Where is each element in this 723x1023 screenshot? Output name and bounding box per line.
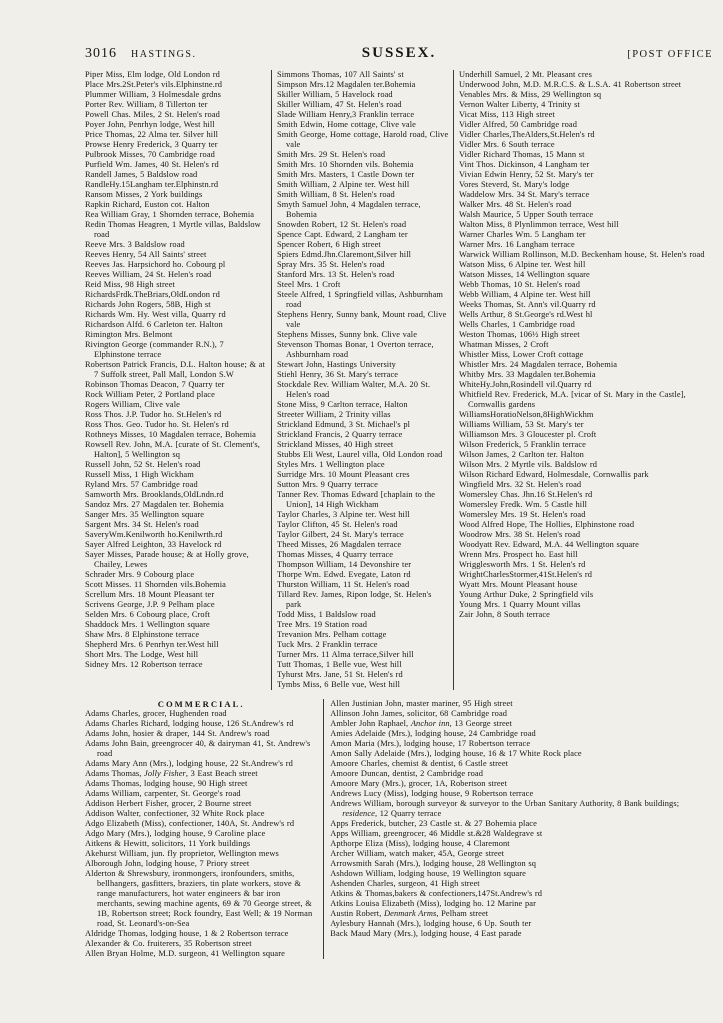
residents-column-2	[271, 70, 453, 690]
directory-entry: Tutt Thomas, 1 Belle vue, West hill	[277, 660, 402, 669]
directory-entry: Walker Mrs. 48 St. Helen's road	[459, 200, 572, 209]
directory-entry: Williams William, 53 St. Mary's ter	[459, 420, 584, 429]
directory-entry: Underhill Samuel, 2 Mt. Pleasant cres	[459, 70, 592, 79]
directory-entry: Wells Arthur, 8 St.George's rd.West hl	[459, 310, 593, 319]
directory-entry: Smith Edwin, Home cottage, Clive vale	[277, 120, 416, 129]
directory-entry: Thompson William, 14 Devonshire ter	[277, 560, 412, 569]
commercial-title: COMMERCIAL.	[157, 699, 245, 709]
directory-entry: Trevanion Mrs. Pelham cottage	[277, 630, 387, 639]
directory-entry: Andrews William, borough surveyor & surveyor to the Urban Sanitary Authority, 8 Bank buildings; residence, 12 Quarry terrace	[330, 799, 680, 818]
directory-entry: Walton Miss, 8 Plynlimmon terrace, West hill	[459, 220, 619, 229]
directory-entry: Addison Walter, confectioner, 32 White Rock place	[85, 809, 265, 818]
directory-entry: Young Mrs. 1 Quarry Mount villas	[459, 600, 581, 609]
directory-entry: Adams Mary Ann (Mrs.), lodging house, 22 St.Andrew's rd	[85, 759, 293, 768]
directory-entry: Aitkens & Hewitt, solicitors, 11 York buildings	[85, 839, 251, 848]
directory-entry: Amon Sally Adelaide (Mrs.), lodging house, 16 & 17 White Rock place	[330, 749, 582, 758]
directory-entry: Ross Thos. J.P. Tudor ho. St.Helen's rd	[85, 410, 222, 419]
directory-entry: Wrigglesworth Mrs. 1 St. Helen's rd	[459, 560, 586, 569]
directory-entry: Randell James, 5 Baldslow road	[85, 170, 198, 179]
page-header-left	[85, 44, 275, 62]
directory-entry: Stockdale Rev. William Walter, M.A. 20 St. Helen's road	[277, 380, 431, 399]
directory-entry: Reeve Mrs. 3 Baldslow road	[85, 240, 185, 249]
directory-entry: Ashdown William, lodging house, 19 Wellington square	[330, 869, 526, 878]
directory-entry: Amon Maria (Mrs.), lodging house, 17 Robertson terrace	[330, 739, 531, 748]
directory-entry: Andrews Lucy (Miss), lodging house, 9 Robertson terrace	[330, 789, 534, 798]
directory-entry: Redin Thomas Heagren, 1 Myrtle villas, Baldslow road	[85, 220, 261, 239]
page-header-right: [POST OFFICE	[627, 49, 713, 60]
directory-entry: Wilson Mrs. 2 Myrtle vils. Baldslow rd	[459, 460, 597, 469]
directory-entry: Vicat Miss, 113 High street	[459, 110, 555, 119]
directory-entry: Austin Robert, Denmark Arms, Pelham street	[330, 909, 489, 918]
directory-entry: Amoore Mary (Mrs.), grocer, 1A, Robertson street	[330, 779, 507, 788]
directory-entry: RandleHy.15Langham ter.Elphinstn.rd	[85, 180, 219, 189]
directory-entry: WrightCharlesStormer,41St.Helen's rd	[459, 570, 592, 579]
directory-entry: Richardson Alfd. 6 Carleton ter. Halton	[85, 320, 223, 329]
directory-entry: WilliamsHoratioNelson,8HighWickhm	[459, 410, 594, 419]
residents-column-1	[85, 70, 271, 690]
directory-entry: Spray Mrs. 35 St. Helen's road	[277, 260, 385, 269]
directory-entry: Price Thomas, 22 Alma ter. Silver hill	[85, 130, 219, 139]
directory-entry: Reeves William, 24 St. Helen's road	[85, 270, 212, 279]
directory-entry: Thorpe Wm. Edwd. Evegate, Laton rd	[277, 570, 411, 579]
directory-entry: Shepherd Mrs. 6 Penrhyn ter.West hill	[85, 640, 219, 649]
directory-entry: Apps William, greengrocer, 46 Middle st.&28 Waldegrave st	[330, 829, 543, 838]
directory-entry: Surridge Mrs. 10 Mount Pleasant cres	[277, 470, 410, 479]
directory-entry: Warner Charles Wm. 5 Langham ter	[459, 230, 586, 239]
directory-entry: Sargent Mrs. 34 St. Helen's road	[85, 520, 199, 529]
commercial-column-2	[323, 699, 715, 959]
directory-entry: Smith George, Home cottage, Harold road, Clive vale	[277, 130, 449, 149]
directory-entry: Thomas Misses, 4 Quarry terrace	[277, 550, 394, 559]
directory-entry: Screllum Mrs. 18 Mount Pleasant ter	[85, 590, 215, 599]
directory-entry: Zair John, 8 South terrace	[459, 610, 550, 619]
directory-entry: Womersley Fredk. Wm. 5 Castle hill	[459, 500, 588, 509]
directory-entry: Steele Alfred, 1 Springfield villas, Ashburnham road	[277, 290, 444, 309]
directory-entry: Snowden Robert, 12 St. Helen's road	[277, 220, 407, 229]
directory-entry: Woodyatt Rev. Edward, M.A. 44 Wellington square	[459, 540, 639, 549]
directory-entry: Richards John Rogers, 58B, High st	[85, 300, 211, 309]
directory-entry: Skiller William, 5 Havelock road	[277, 90, 393, 99]
directory-entry: Addison Herbert Fisher, grocer, 2 Bourne street	[85, 799, 252, 808]
directory-entry: Wells Charles, 1 Cambridge road	[459, 320, 575, 329]
directory-entry: Alderton & Shrewsbury, ironmongers, ironfounders, smiths, bellhangers, gasfitters, braziers, tin plate workers, stove & range manufacturers, hot water engineers & bar iron merchants, sewing machine agents, 69 & 70 George street, & 1B, Robertson street; Rock foundry, East Well; & 19 Norman road, St. Leonard's-on-Sea	[85, 869, 313, 928]
directory-entry: Stone Miss, 9 Carlton terrace, Halton	[277, 400, 408, 409]
directory-entry: Ryland Mrs. 57 Cambridge road	[85, 480, 198, 489]
directory-entry: Smith Mrs. 29 St. Helen's road	[277, 150, 386, 159]
directory-entry: Allen Bryan Holme, M.D. surgeon, 41 Wellington square	[85, 949, 285, 958]
directory-entry: Vivian Edwin Henry, 52 St. Mary's ter	[459, 170, 594, 179]
directory-entry: Sanger Mrs. 35 Wellington square	[85, 510, 205, 519]
directory-entry: Ross Thos. Geo. Tudor ho. St. Helen's rd	[85, 420, 229, 429]
commercial-column-1	[85, 699, 323, 959]
directory-entry: Waddelow Mrs. 34 St. Mary's terrace	[459, 190, 590, 199]
directory-entry: Apthorpe Eliza (Miss), lodging house, 4 Claremont	[330, 839, 510, 848]
directory-entry: Strickland Misses, 40 High street	[277, 440, 394, 449]
directory-entry: Vernon Walter Liberty, 4 Trinity st	[459, 100, 580, 109]
directory-entry: Woodrow Mrs. 38 St. Helen's road	[459, 530, 581, 539]
directory-entry: Sayer Alfred Leighton, 33 Havelock rd	[85, 540, 222, 549]
directory-entry: Whistler Mrs. 24 Magdalen terrace, Bohemia	[459, 360, 618, 369]
directory-entry: Robertson Patrick Francis, D.L. Halton house; & at 7 Suffolk street, Pall Mall, London S.W	[85, 360, 265, 379]
directory-entry: Tymbs Miss, 6 Belle vue, West hill	[277, 680, 401, 689]
directory-entry: Plummer William, 3 Holmesdale grdns	[85, 90, 222, 99]
directory-entry: Rivington George (commander R.N.), 7 Elphinstone terrace	[85, 340, 224, 359]
directory-entry: Whitby Mrs. 33 Magdalen ter.Bohemia	[459, 370, 596, 379]
directory-entry: Reeves Jas. Harpsichord ho. Cobourg pl	[85, 260, 226, 269]
directory-entry: Piper Miss, Elm lodge, Old London rd	[85, 70, 220, 79]
directory-entry: Skiller William, 47 St. Helen's road	[277, 100, 402, 109]
directory-entry: Short Mrs. The Lodge, West hill	[85, 650, 199, 659]
directory-entry: Rapkin Richard, Euston cot. Halton	[85, 200, 210, 209]
page-number: 3016	[85, 46, 117, 61]
directory-entry: Porter Rev. William, 8 Tillerton ter	[85, 100, 208, 109]
directory-entry: Taylor Clifton, 45 St. Helen's road	[277, 520, 398, 529]
directory-entry: Archer William, watch maker, 45A, George street	[330, 849, 505, 858]
directory-entry: Walsh Maurice, 5 Upper South terrace	[459, 210, 594, 219]
directory-entry: Wood Alfred Hope, The Hollies, Elphinstone road	[459, 520, 635, 529]
directory-entry: Wyatt Mrs. Mount Pleasant house	[459, 580, 578, 589]
directory-entry: Todd Miss, 1 Baldslow road	[277, 610, 376, 619]
directory-entry: Russell John, 52 St. Helen's road	[85, 460, 201, 469]
directory-entry: Watson Misses, 14 Wellington square	[459, 270, 590, 279]
directory-entry: Wingfield Mrs. 32 St. Helen's road	[459, 480, 582, 489]
directory-entry: Smyth Samuel John, 4 Magdalen terrace, Bohemia	[277, 200, 421, 219]
directory-entry: Sayer Misses, Parade house; & at Holly grove, Chailey, Lewes	[85, 550, 249, 569]
directory-entry: Spence Capt. Edward, 2 Langham ter	[277, 230, 408, 239]
directory-entry: Smith Mrs. Masters, 1 Castle Down ter	[277, 170, 415, 179]
directory-entry: Womersley Chas. Jhn.16 St.Helen's rd	[459, 490, 593, 499]
directory-entry: Rimington Mrs. Belmont	[85, 330, 173, 339]
directory-entry: Vidler Alfred, 50 Cambridge road	[459, 120, 578, 129]
directory-entry: Apps Frederick, butcher, 23 Castle st. & 27 Bohemia place	[330, 819, 537, 828]
directory-entry: Amoore Charles, chemist & dentist, 6 Castle street	[330, 759, 509, 768]
directory-entry: Schrader Mrs. 9 Cobourg place	[85, 570, 195, 579]
directory-entry: Smith William, 2 Alpine ter. West hill	[277, 180, 410, 189]
directory-entry: Watson Miss, 6 Alpine ter. West hill	[459, 260, 586, 269]
directory-entry: Spiers Edmd.Jhn.Claremont,Silver hill	[277, 250, 412, 259]
directory-entry: Arrowsmith Sarah (Mrs.), lodging house, 28 Wellington sq	[330, 859, 537, 868]
directory-entry: Powell Chas. Miles, 2 St. Helen's road	[85, 110, 220, 119]
directory-entry: Vint Thos. Dickinson, 4 Langham ter	[459, 160, 590, 169]
directory-entry: RichardsFrdk.TheBriars,OldLondon rd	[85, 290, 220, 299]
directory-entry: Poyer John, Penrhyn lodge, West hill	[85, 120, 215, 129]
directory-entry: Richards Wm. Hy. West villa, Quarry rd	[85, 310, 226, 319]
directory-entry: Weeks Thomas, St. Ann's vil.Quarry rd	[459, 300, 596, 309]
directory-entry: Adgo Elizabeth (Miss), confectioner, 140A, St. Andrew's rd	[85, 819, 295, 828]
directory-entry: Alborough John, lodging house, 7 Priory street	[85, 859, 250, 868]
directory-entry: Adams Thomas, lodging house, 90 High street	[85, 779, 248, 788]
directory-entry: Smith William, 8 St. Helen's road	[277, 190, 395, 199]
directory-entry: Smith Mrs. 10 Shornden vils. Bohemia	[277, 160, 414, 169]
directory-entry: SaveryWm.Kenilworth ho.Kenilwrth.rd	[85, 530, 223, 539]
directory-entry: Russell Miss, 1 High Wickham	[85, 470, 194, 479]
directory-entry: Sandoz Mrs. 27 Magdalen ter. Bohemia	[85, 500, 224, 509]
directory-entry: Ransom Misses, 2 York buildings	[85, 190, 203, 199]
directory-entry: Allen Justinian John, master mariner, 95 High street	[330, 699, 513, 708]
directory-entry: Reeves Henry, 54 All Saints' street	[85, 250, 207, 259]
directory-entry: Stevenson Thomas Bonar, 1 Overton terrace, Ashburnham road	[277, 340, 434, 359]
directory-entry: Amies Adelaide (Mrs.), lodging house, 24 Cambridge road	[330, 729, 536, 738]
directory-entry: Theed Misses, 26 Magdalen terrace	[277, 540, 402, 549]
directory-entry: Tyhurst Mrs. Jane, 51 St. Helen's rd	[277, 670, 403, 679]
directory-entry: Strickland Edmund, 3 St. Michael's pl	[277, 420, 411, 429]
residents-column-3	[453, 70, 715, 690]
directory-entry: Rock William Peter, 2 Portland place	[85, 390, 215, 399]
directory-entry: Tree Mrs. 19 Station road	[277, 620, 368, 629]
page-county-title: SUSSEX.	[361, 45, 437, 61]
directory-entry: Place Mrs.2St.Peter's vils.Elphinstne.rd	[85, 80, 223, 89]
directory-entry: Vores Steverd, St. Mary's lodge	[459, 180, 570, 189]
directory-entry: Whistler Miss, Lower Croft cottage	[459, 350, 584, 359]
directory-entry: Alexander & Co. fruiterers, 35 Robertson street	[85, 939, 252, 948]
directory-entry: Venables Mrs. & Miss, 29 Wellington sq	[459, 90, 602, 99]
directory-entry: Vidler Mrs. 6 South terrace	[459, 140, 555, 149]
directory-entry: Amoore Duncan, dentist, 2 Cambridge road	[330, 769, 484, 778]
directory-entry: Whatman Misses, 2 Croft	[459, 340, 549, 349]
directory-entry: Selden Mrs. 6 Cobourg place, Croft	[85, 610, 211, 619]
directory-entry: Simmons Thomas, 107 All Saints' st	[277, 70, 404, 79]
directory-entry: Reid Miss, 98 High street	[85, 280, 175, 289]
directory-entry: Back Maud Mary (Mrs.), lodging house, 4 East parade	[330, 929, 522, 938]
directory-entry: Adams William, carpenter, St. George's road	[85, 789, 241, 798]
directory-entry: Stiehl Henry, 36 St. Mary's terrace	[277, 370, 399, 379]
directory-entry: Tanner Rev. Thomas Edward [chaplain to the Union], 14 High Wickham	[277, 490, 436, 509]
directory-entry: Adams John, hosier & draper, 144 St. Andrew's road	[85, 729, 270, 738]
directory-entry: Adams John Bain, greengrocer 40, & dairyman 41, St. Andrew's road	[85, 739, 311, 758]
directory-entry: Aylesbury Hannah (Mrs.), lodging house, 6 Up. South ter	[330, 919, 532, 928]
directory-entry: Allinson John James, solicitor, 68 Cambridge road	[330, 709, 508, 718]
directory-entry: WhiteHy.John,Rosindell vil.Quarry rd	[459, 380, 592, 389]
directory-entry: Purfield Wm. James, 40 St. Helen's rd	[85, 160, 219, 169]
directory-entry: Warwick William Rollinson, M.D. Beckenham house, St. Helen's road	[459, 250, 705, 259]
directory-entry: Steel Mrs. 1 Croft	[277, 280, 341, 289]
directory-entry: Young Arthur Duke, 2 Springfield vils	[459, 590, 594, 599]
directory-entry: Stephens Misses, Sunny bnk. Clive vale	[277, 330, 418, 339]
directory-entry: Wilson Richard Edward, Holmesdale, Cornwallis park	[459, 470, 649, 479]
directory-entry: Adgo Mary (Mrs.), lodging house, 9 Caroline place	[85, 829, 266, 838]
directory-entry: Slade William Henry,3 Franklin terrace	[277, 110, 415, 119]
directory-entry: Webb Thomas, 10 St. Helen's road	[459, 280, 581, 289]
directory-entry: Adams Thomas, Jolly Fisher, 3 East Beach street	[85, 769, 258, 778]
directory-entry: Adams Charles, grocer, Hughenden road	[85, 709, 227, 718]
directory-entry: Ambler John Raphael, Anchor inn, 13 George street	[330, 719, 513, 728]
directory-entry: Thurston William, 11 St. Helen's road	[277, 580, 410, 589]
directory-entry: Whitfield Rev. Frederick, M.A. [vicar of St. Mary in the Castle], Cornwallis gardens	[459, 390, 686, 409]
directory-entry: Tuck Mrs. 2 Franklin terrace	[277, 640, 378, 649]
directory-entry: Rogers William, Clive vale	[85, 400, 180, 409]
directory-entry: Sidney Mrs. 12 Robertson terrace	[85, 660, 203, 669]
page-place: HASTINGS.	[131, 49, 197, 60]
directory-entry: Streeter William, 2 Trinity villas	[277, 410, 391, 419]
directory-entry: Prowse Henry Frederick, 3 Quarry ter	[85, 140, 218, 149]
directory-entry: Wilson Frederick, 5 Franklin terrace	[459, 440, 586, 449]
commercial-section	[85, 699, 715, 959]
directory-entry: Spencer Robert, 6 High street	[277, 240, 381, 249]
directory-entry: Samworth Mrs. Brooklands,OldLndn.rd	[85, 490, 224, 499]
directory-entry: Shaddock Mrs. 1 Wellington square	[85, 620, 210, 629]
directory-entry: Strickland Francis, 2 Quarry terrace	[277, 430, 403, 439]
page-header	[85, 44, 715, 62]
directory-entry: Wilson James, 2 Carlton ter. Halton	[459, 450, 584, 459]
directory-entry: Wrenn Mrs. Prospect ho. East hill	[459, 550, 578, 559]
directory-entry: Akehurst William, jun. fly proprietor, Wellington mews	[85, 849, 279, 858]
directory-entry: Pulbrook Misses, 70 Cambridge road	[85, 150, 215, 159]
directory-entry: Vidler Richard Thomas, 15 Mann st	[459, 150, 585, 159]
directory-entry: Taylor Charles, 3 Alpine ter. West hill	[277, 510, 410, 519]
directory-entry: Underwood John, M.D. M.R.C.S. & L.S.A. 41 Robertson street	[459, 80, 682, 89]
directory-entry: Sutton Mrs. 9 Quarry terrace	[277, 480, 378, 489]
directory-entry: Webb William, 4 Alpine ter. West hill	[459, 290, 591, 299]
directory-entry: Scott Misses. 11 Shornden vils.Bohemia	[85, 580, 226, 589]
directory-entry: Stephens Henry, Sunny bank, Mount road, Clive vale	[277, 310, 447, 329]
directory-entry: Stewart John, Hastings University	[277, 360, 396, 369]
directory-entry: Weston Thomas, 106½ High street	[459, 330, 580, 339]
directory-entry: Stubbs Eli West, Laurel villa, Old London road	[277, 450, 443, 459]
directory-entry: Rowsell Rev. John, M.A. [curate of St. Clement's, Halton], 5 Wellington sq	[85, 440, 260, 459]
directory-entry: Rothneys Misses, 10 Magdalen terrace, Bohemia	[85, 430, 256, 439]
directory-entry: Taylor Gilbert, 24 St. Mary's terrace	[277, 530, 404, 539]
directory-entry: Warner Mrs. 16 Langham terrace	[459, 240, 575, 249]
directory-entry: Williamson Mrs. 3 Gloucester pl. Croft	[459, 430, 597, 439]
directory-entry: Atkins & Thomas,bakers & confectioners,147St.Andrew's rd	[330, 889, 543, 898]
directory-entry: Tillard Rev. James, Ripon lodge, St. Helen's park	[277, 590, 432, 609]
directory-entry: Womersley Mrs. 19 St. Helen's road	[459, 510, 586, 519]
directory-entry: Simpson Mrs.12 Magdalen ter.Bohemia	[277, 80, 416, 89]
directory-entry: Aldridge Thomas, lodging house, 1 & 2 Robertson terrace	[85, 929, 289, 938]
directory-entry: Vidler Charles,TheAlders,St.Helen's rd	[459, 130, 595, 139]
directory-entry: Robinson Thomas Deacon, 7 Quarry ter	[85, 380, 225, 389]
residents-section	[85, 70, 715, 690]
directory-entry: Turner Mrs. 11 Alma terrace,Silver hill	[277, 650, 414, 659]
directory-entry: Styles Mrs. 1 Wellington place	[277, 460, 385, 469]
directory-entry: Rea William Gray, 1 Shornden terrace, Bohemia	[85, 210, 255, 219]
directory-entry: Atkins Louisa Elizabeth (Miss), lodging ho. 12 Marine par	[330, 899, 536, 908]
directory-entry: Shaw Mrs. 8 Elphinstone terrace	[85, 630, 200, 639]
commercial-column-1-list	[85, 709, 317, 959]
directory-entry: Scrivens George, J.P. 9 Pelham place	[85, 600, 215, 609]
directory-entry: Ashenden Charles, surgeon, 41 High street	[330, 879, 480, 888]
directory-entry: Adams Charles Richard, lodging house, 126 St.Andrew's rd	[85, 719, 294, 728]
directory-entry: Stanford Mrs. 13 St. Helen's road	[277, 270, 395, 279]
